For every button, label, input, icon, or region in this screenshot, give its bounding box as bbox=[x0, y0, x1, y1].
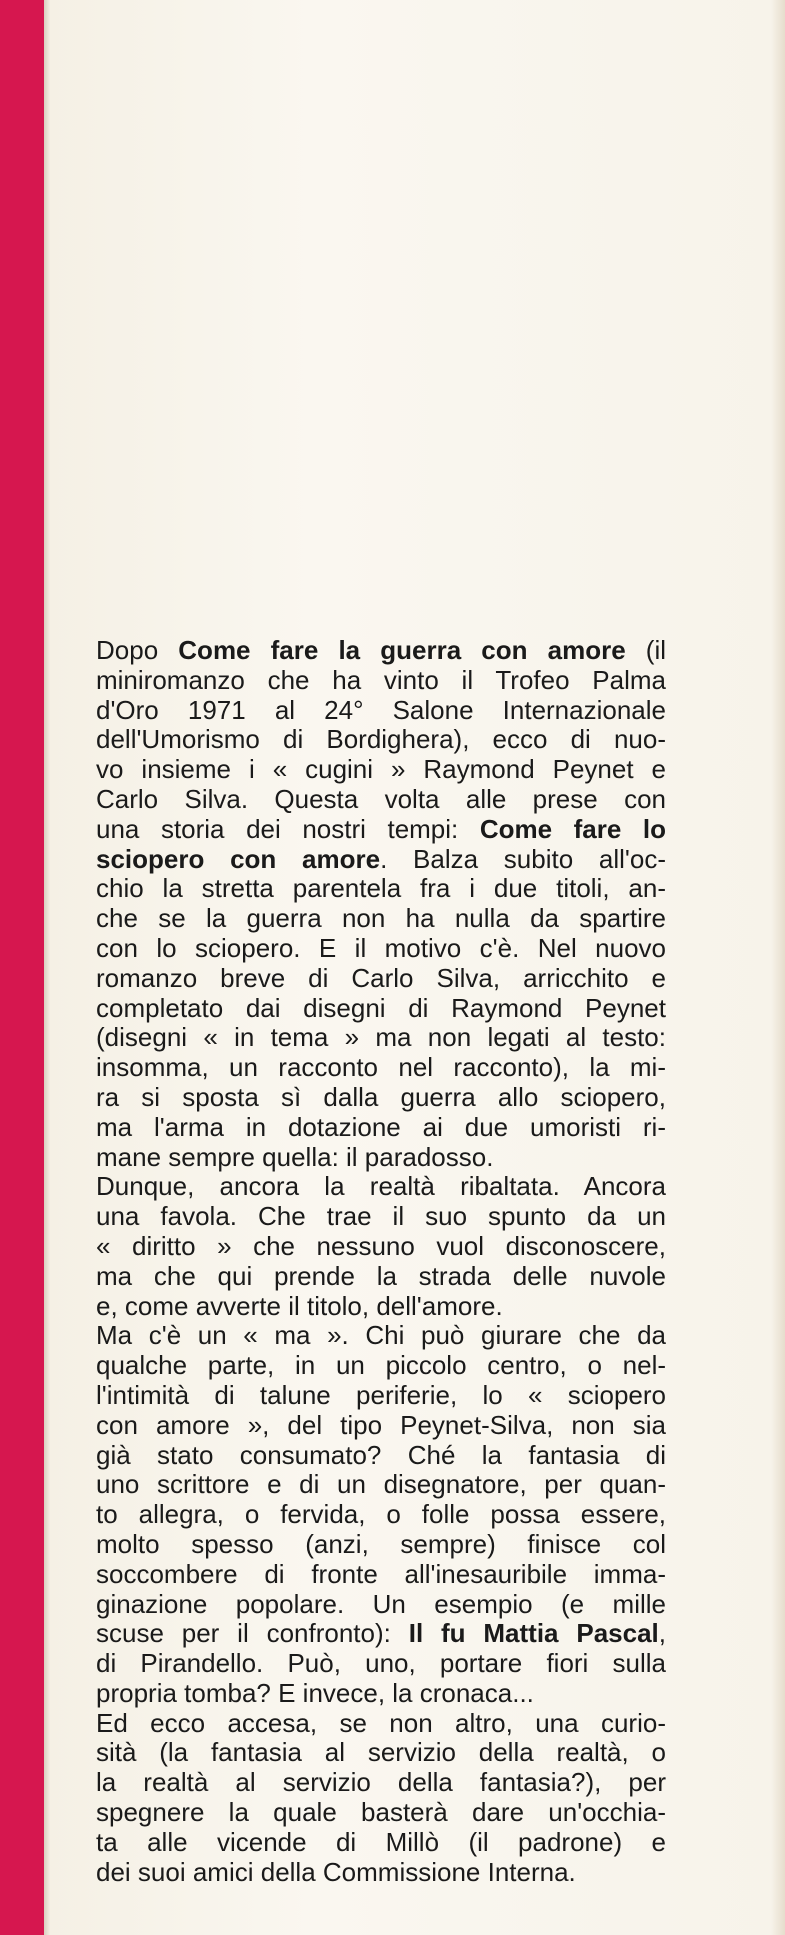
blurb-text-run: con lo sciopero. E il motivo c'è. Nel nuovo bbox=[96, 932, 666, 963]
blurb-text-run: romanzo breve di Carlo Silva, arricchito e bbox=[96, 962, 666, 993]
blurb-text-run: soccombere di fronte all'inesauribile imma- bbox=[96, 1558, 666, 1589]
blurb-text-run: qualche parte, in un piccolo centro, o nel- bbox=[96, 1350, 666, 1381]
blurb-line bbox=[96, 1321, 666, 1351]
blurb-text-run: insomma, un racconto nel racconto), la mi- bbox=[96, 1052, 666, 1083]
blurb-line bbox=[96, 636, 666, 666]
blurb-text-run: ma che qui prende la strada delle nuvole bbox=[96, 1260, 666, 1291]
blurb-line bbox=[96, 1530, 666, 1560]
blurb-text-run: « diritto » che nessuno vuol disconoscere, bbox=[96, 1230, 666, 1261]
blurb-line bbox=[96, 845, 666, 875]
spine-fold-shadow bbox=[44, 0, 50, 1935]
blurb-line bbox=[96, 1470, 666, 1500]
jacket-blurb-text bbox=[96, 636, 666, 1887]
blurb-text-run: molto spesso (anzi, sempre) finisce col bbox=[96, 1528, 666, 1559]
blurb-text-run: ginazione popolare. Un esempio (e mille bbox=[96, 1588, 666, 1619]
blurb-line bbox=[96, 1023, 666, 1053]
blurb-line bbox=[96, 874, 666, 904]
blurb-text-run: l'intimità di talune periferie, lo « sciopero bbox=[96, 1379, 666, 1410]
book-title-bold: sciopero con amore bbox=[96, 843, 381, 874]
blurb-text-run: completato dai disegni di Raymond Peynet bbox=[96, 992, 666, 1023]
blurb-line bbox=[96, 696, 666, 726]
blurb-text-run: dell'Umorismo di Bordighera), ecco di nuo- bbox=[96, 724, 666, 755]
blurb-line bbox=[96, 1798, 666, 1828]
blurb-line bbox=[96, 994, 666, 1024]
blurb-line bbox=[96, 755, 666, 785]
blurb-text-run: già stato consumato? Ché la fantasia di bbox=[96, 1439, 666, 1470]
red-spine-band bbox=[0, 0, 44, 1935]
blurb-text-run: ma l'arma in dotazione ai due umoristi ri- bbox=[96, 1111, 666, 1142]
blurb-line bbox=[96, 1828, 666, 1858]
blurb-line bbox=[96, 1262, 666, 1292]
blurb-line bbox=[96, 725, 666, 755]
blurb-text-run: sità (la fantasia al servizio della realtà, o bbox=[96, 1737, 666, 1768]
blurb-text-run: scuse per il confronto): bbox=[96, 1618, 409, 1649]
blurb-line bbox=[96, 1411, 666, 1441]
blurb-line bbox=[96, 1500, 666, 1530]
blurb-line bbox=[96, 1590, 666, 1620]
blurb-text-run: (il bbox=[625, 635, 666, 665]
blurb-text-run: ra si sposta sì dalla guerra allo sciopero, bbox=[96, 1081, 666, 1112]
blurb-line bbox=[96, 1143, 666, 1173]
blurb-line bbox=[96, 666, 666, 696]
blurb-text-run: to allegra, o fervida, o folle possa essere, bbox=[96, 1499, 666, 1530]
blurb-line bbox=[96, 1232, 666, 1262]
blurb-line bbox=[96, 815, 666, 845]
blurb-text-run: vo insieme i « cugini » Raymond Peynet e bbox=[96, 754, 666, 785]
blurb-line bbox=[96, 1172, 666, 1202]
blurb-text-run: . Balza subito all'oc- bbox=[380, 843, 666, 874]
blurb-line bbox=[96, 1202, 666, 1232]
blurb-text-run: Dopo bbox=[96, 635, 179, 665]
blurb-text-run: chio la stretta parentela fra i due titoli, an- bbox=[96, 873, 666, 904]
blurb-text-run: , bbox=[658, 1618, 666, 1649]
blurb-text-run: Ma c'è un « ma ». Chi può giurare che da bbox=[96, 1320, 666, 1351]
blurb-line bbox=[96, 1619, 666, 1649]
blurb-line bbox=[96, 1679, 666, 1709]
blurb-line bbox=[96, 1768, 666, 1798]
blurb-text-run: di Pirandello. Può, uno, portare fiori sulla bbox=[96, 1648, 666, 1679]
blurb-text-run: uno scrittore e di un disegnatore, per quan- bbox=[96, 1469, 666, 1500]
blurb-text-run: (disegni « in tema » ma non legati al testo: bbox=[96, 1022, 666, 1053]
blurb-text-run: miniromanzo che ha vinto il Trofeo Palma bbox=[96, 664, 666, 695]
blurb-text-run: spegnere la quale basterà dare un'occhia- bbox=[96, 1797, 666, 1828]
blurb-text-run: una favola. Che trae il suo spunto da un bbox=[96, 1201, 666, 1232]
blurb-line bbox=[96, 1560, 666, 1590]
page-edge-shadow bbox=[771, 0, 785, 1935]
book-title-bold: Come fare la guerra con amore bbox=[178, 635, 626, 665]
blurb-text-run: propria tomba? E invece, la cronaca... bbox=[96, 1677, 534, 1708]
blurb-text-run: che se la guerra non ha nulla da spartire bbox=[96, 903, 666, 934]
book-title-bold: Come fare lo bbox=[479, 813, 666, 844]
blurb-line bbox=[96, 1053, 666, 1083]
blurb-text-run: e, come avverte il titolo, dell'amore. bbox=[96, 1290, 503, 1321]
book-title-bold: Il fu Mattia Pascal bbox=[408, 1618, 659, 1649]
blurb-text-run: Dunque, ancora la realtà ribaltata. Ancora bbox=[96, 1171, 666, 1202]
blurb-line bbox=[96, 1858, 666, 1888]
blurb-line bbox=[96, 1292, 666, 1322]
blurb-text-run: una storia dei nostri tempi: bbox=[96, 813, 480, 844]
blurb-text-run: dei suoi amici della Commissione Interna. bbox=[96, 1856, 576, 1887]
blurb-line bbox=[96, 1738, 666, 1768]
blurb-line bbox=[96, 785, 666, 815]
blurb-line bbox=[96, 1709, 666, 1739]
blurb-line bbox=[96, 964, 666, 994]
blurb-text-run: ta alle vicende di Millò (il padrone) e bbox=[96, 1826, 666, 1857]
blurb-line bbox=[96, 1649, 666, 1679]
blurb-line bbox=[96, 1351, 666, 1381]
blurb-text-run: d'Oro 1971 al 24° Salone Internazionale bbox=[96, 694, 666, 725]
blurb-line bbox=[96, 1441, 666, 1471]
blurb-text-run: con amore », del tipo Peynet-Silva, non sia bbox=[96, 1409, 666, 1440]
blurb-text-run: Ed ecco accesa, se non altro, una curio- bbox=[96, 1707, 666, 1738]
blurb-text-run: mane sempre quella: il paradosso. bbox=[96, 1141, 494, 1172]
blurb-text-run: la realtà al servizio della fantasia?), per bbox=[96, 1767, 666, 1798]
blurb-line bbox=[96, 934, 666, 964]
blurb-line bbox=[96, 1083, 666, 1113]
blurb-text-run: Carlo Silva. Questa volta alle prese con bbox=[96, 783, 666, 814]
blurb-line bbox=[96, 1381, 666, 1411]
blurb-line bbox=[96, 1113, 666, 1143]
blurb-line bbox=[96, 904, 666, 934]
